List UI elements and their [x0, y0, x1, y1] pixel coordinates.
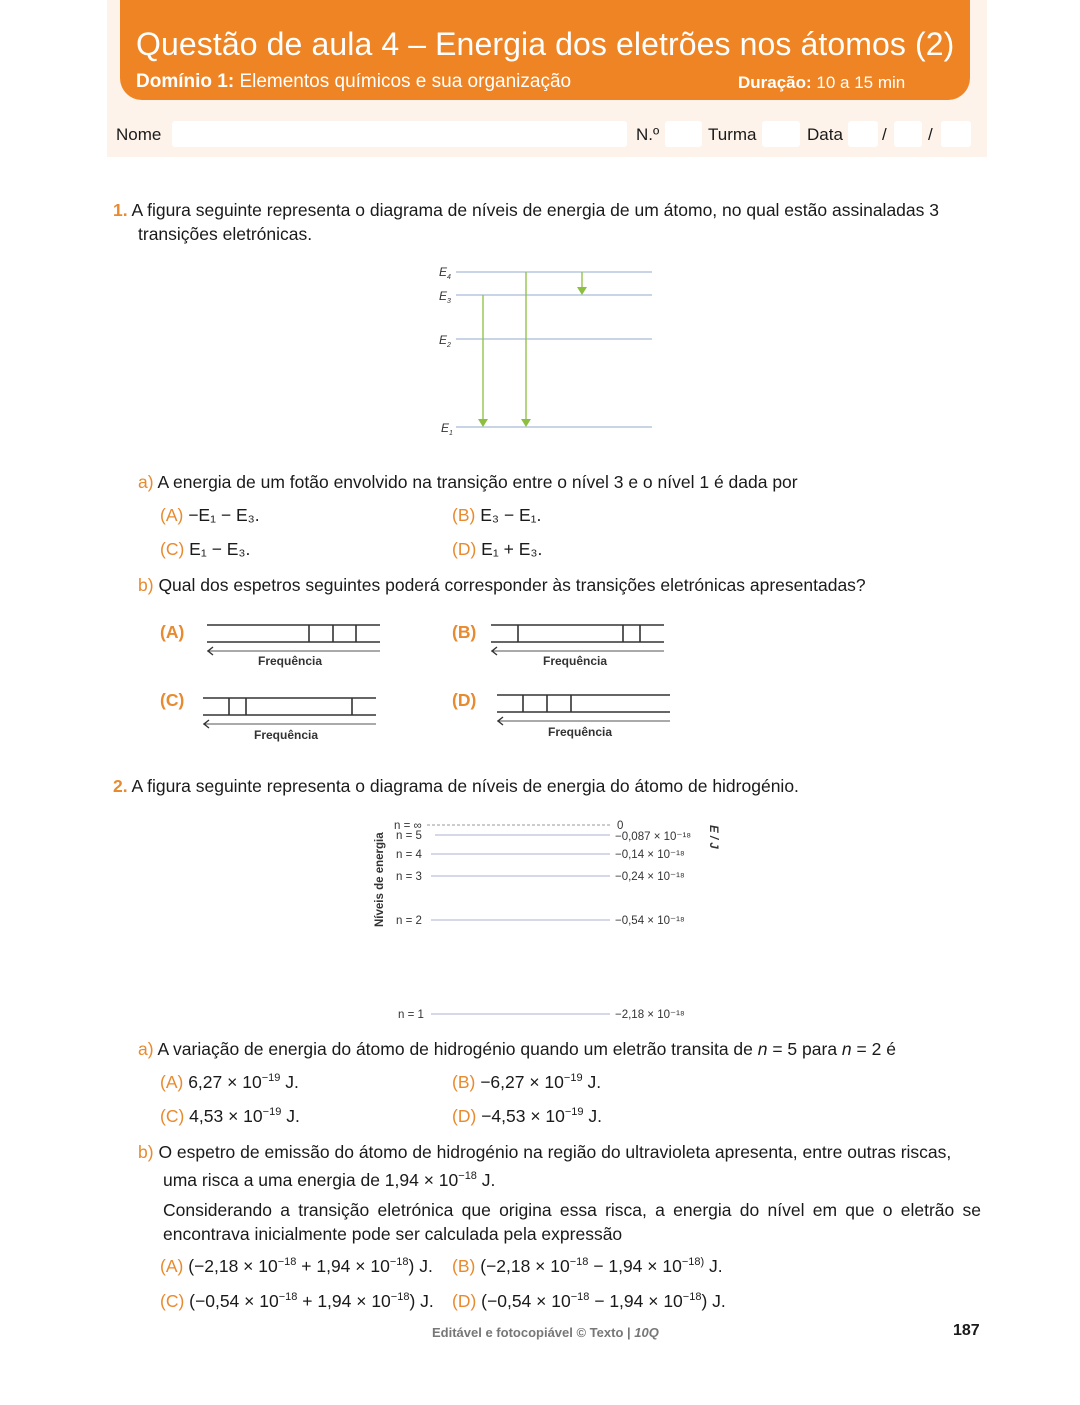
- svg-text:−0,24 × 10⁻¹⁸: −0,24 × 10⁻¹⁸: [615, 871, 685, 883]
- duration-value: 10 a 15 min: [811, 73, 906, 92]
- spectrum-B-label[interactable]: (B): [452, 622, 477, 642]
- svg-text:E4: $E_4$: [439, 265, 451, 281]
- svg-text:E2: $E_2$: [439, 333, 451, 349]
- domain-label: Domínio 1:: [136, 71, 235, 92]
- option-2b-C[interactable]: (C) $(-0,54 \times 10^{-18} + 1,94 \times 10^{-18})$ J.: [160, 1291, 434, 1311]
- question-2a-text: a) A variação de energia do átomo de hidrogénio quando um eletrão transita de n = 5 para n = 2 é: [138, 1039, 896, 1059]
- page-number: 187: [953, 1322, 980, 1339]
- name-field[interactable]: [172, 121, 627, 147]
- svg-text:n = 5: n = 5: [396, 830, 422, 842]
- option-2a-D[interactable]: $(D) -4,53 \times 10^{-19}$ J.: [452, 1106, 603, 1126]
- frequency-label: Frequência: [254, 728, 319, 742]
- svg-text:−0,087 × 10⁻¹⁸: −0,087 × 10⁻¹⁸: [615, 831, 692, 843]
- spectrum-D-label[interactable]: (D): [452, 690, 477, 710]
- question-1a-text: a) A energia de um fotão envolvido na transição entre o nível 3 e o nível 1 é dada por: [138, 472, 798, 492]
- spectrum-C-label[interactable]: (C): [160, 690, 185, 710]
- spectrum-A-label[interactable]: (A): [160, 622, 185, 642]
- page-title: Questão de aula 4 – Energia dos eletrões nos átomos (2): [136, 26, 955, 62]
- svg-text:E / J: E / J: [707, 825, 719, 849]
- question-number: 1.: [113, 200, 128, 220]
- footer-copyright: Editável e fotocopiável © Texto | 10Q: [432, 1325, 659, 1340]
- question-2-text: 2. A figura seguinte representa o diagrama de níveis de energia do átomo de hidrogénio.: [113, 776, 799, 796]
- svg-text:0: 0: [617, 820, 624, 832]
- question-1b-text: b) Qual dos espetros seguintes poderá corresponder às transições eletrónicas apresentadas?: [138, 575, 866, 595]
- option-2b-D[interactable]: (D) $(-0,54 \times 10^{-18} - 1,94 \times 10^{-18})$ J.: [452, 1291, 726, 1311]
- svg-text:−0,14 × 10⁻¹⁸: −0,14 × 10⁻¹⁸: [615, 849, 685, 861]
- option-1a-D[interactable]: (D) E₁ + E₃.: [452, 539, 543, 559]
- option-1a-B[interactable]: (B) E₃ − E₁.: [452, 505, 542, 525]
- question-2b-paragraph: Considerando a transição eletrónica que origina essa risca, a energia do nível em que o eletrão se encontrava inicialmente pode ser calculada pela expressão: [163, 1200, 981, 1244]
- hydrogen-energy-diagram: [365, 815, 735, 1030]
- date-day-field[interactable]: [848, 121, 878, 147]
- question-1-text: 1. A figura seguinte representa o diagrama de níveis de energia de um átomo, no qual estão assinaladas 3 transições eletrónicas.: [113, 200, 939, 244]
- svg-text:n = 3: n = 3: [396, 871, 422, 883]
- option-1a-C[interactable]: (C) E₁ − E₃.: [160, 539, 251, 559]
- option-2b-B[interactable]: (B) ($-2,18 \times 10^{-18} - 1,94 \times 10^{-18)}$ J.: [452, 1256, 723, 1276]
- svg-text:Níveis de energia: Níveis de energia: [374, 832, 386, 927]
- domain-value: Elementos químicos e sua organização: [234, 71, 572, 92]
- svg-text:n = ∞: n = ∞: [394, 820, 422, 832]
- frequency-label: Frequência: [548, 725, 613, 739]
- date-year-field[interactable]: [941, 121, 971, 147]
- svg-text:n = 1: n = 1: [398, 1009, 424, 1021]
- svg-text:−2,18 × 10⁻¹⁸: −2,18 × 10⁻¹⁸: [615, 1009, 685, 1021]
- class-label: Turma: [708, 125, 757, 144]
- svg-text:E1: $E_1$: [441, 421, 453, 437]
- option-2a-B[interactable]: $(B) -6,27 \times 10^{-19}$ J.: [452, 1072, 602, 1092]
- date-separator: /: [928, 125, 933, 144]
- svg-text:−0,54 × 10⁻¹⁸: −0,54 × 10⁻¹⁸: [615, 915, 685, 927]
- svg-text:E3: $E_3$: [439, 289, 451, 305]
- date-month-field[interactable]: [894, 121, 922, 147]
- energy-level-diagram: [430, 260, 660, 440]
- question-2b-text: b) O espetro de emissão do átomo de hidrogénio na região do ultravioleta apresenta, entre outras riscas, uma risca a uma energia de $1,94 \times 10^{-18}$ J.: [138, 1142, 952, 1190]
- frequency-label: Frequência: [543, 654, 608, 668]
- option-1a-A[interactable]: (A) −E₁ − E₃.: [160, 505, 260, 525]
- duration-label: Duração:: [738, 73, 812, 92]
- frequency-label: Frequência: [258, 654, 323, 668]
- domain-subtitle: [136, 71, 571, 93]
- number-label: N.º: [636, 125, 660, 144]
- option-2b-A[interactable]: (A) $(-2,18 \times 10^{-18} + 1,94 \times 10^{-18})$ J.: [160, 1256, 433, 1276]
- option-2a-C[interactable]: (C) $4,53 \times 10^{-19}$ J.: [160, 1106, 300, 1126]
- option-2a-A[interactable]: (A) $6,27 \times 10^{-19}$ J.: [160, 1072, 299, 1092]
- date-label: Data: [807, 125, 843, 144]
- date-separator: /: [882, 125, 887, 144]
- class-field[interactable]: [762, 121, 800, 147]
- duration: [738, 73, 905, 93]
- number-field[interactable]: [665, 121, 702, 147]
- svg-text:n = 2: n = 2: [396, 915, 422, 927]
- svg-text:n = 4: n = 4: [396, 849, 422, 861]
- name-label: Nome: [116, 125, 162, 144]
